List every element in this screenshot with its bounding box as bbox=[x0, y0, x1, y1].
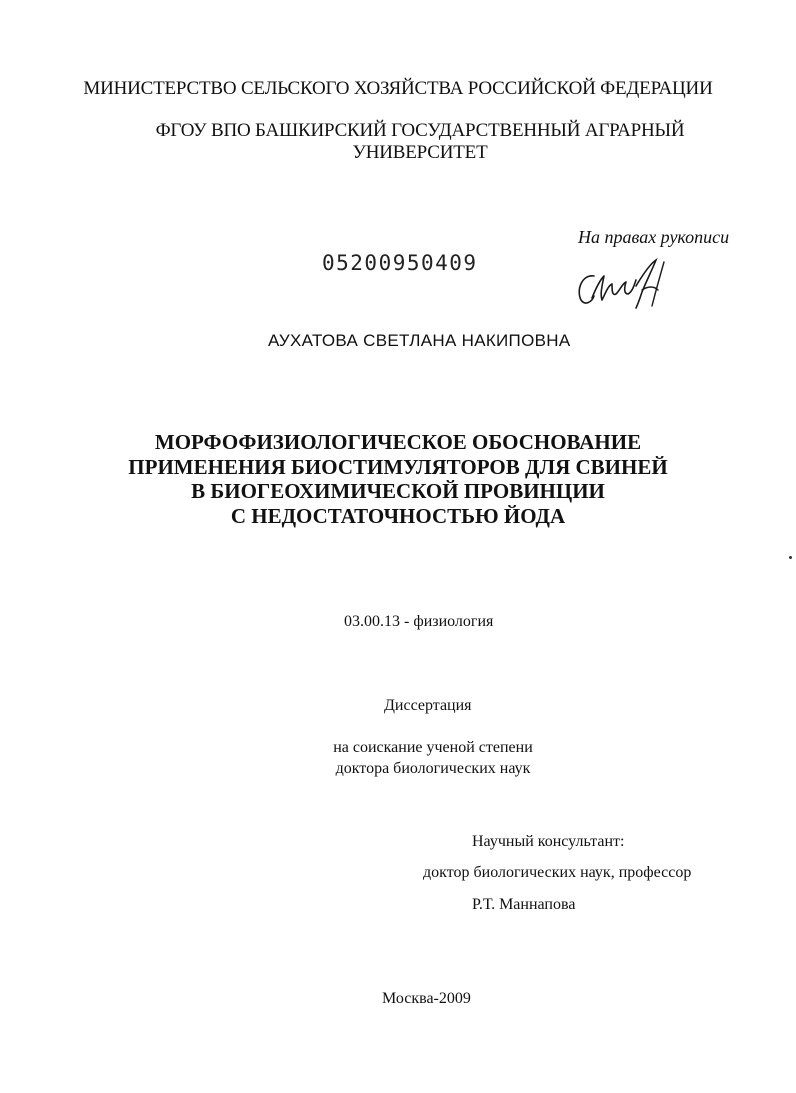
degree-line: доктора биологических наук bbox=[335, 760, 531, 777]
title-line: В БИОГЕОХИМИЧЕСКОЙ ПРОВИНЦИИ bbox=[191, 479, 605, 503]
university-name-line-2: УНИВЕРСИТЕТ bbox=[352, 142, 488, 163]
consultant-title: доктор биологических наук, профессор bbox=[423, 864, 692, 881]
title-line: ПРИМЕНЕНИЯ БИОСТИМУЛЯТОРОВ ДЛЯ СВИНЕЙ bbox=[128, 454, 668, 479]
author-name: АУХАТОВА СВЕТЛАНА НАКИПОВНА bbox=[268, 331, 571, 350]
city-and-year: Москва-2009 bbox=[382, 990, 471, 1007]
consultant-name: Р.Т. Маннапова bbox=[472, 896, 576, 913]
degree-line: на соискание ученой степени bbox=[333, 739, 533, 756]
library-serial-number: 05200950409 bbox=[322, 251, 478, 275]
title-line: С НЕДОСТАТОЧНОСТЬЮ ЙОДА bbox=[230, 503, 566, 528]
document-type: Диссертация bbox=[384, 697, 472, 714]
manuscript-rights-note: На правах рукописи bbox=[578, 227, 730, 247]
consultant-label: Научный консультант: bbox=[472, 833, 625, 850]
specialty-code: 03.00.13 - физиология bbox=[344, 613, 494, 630]
scan-speck bbox=[789, 556, 792, 559]
title-line: МОРФОФИЗИОЛОГИЧЕСКОЕ ОБОСНОВАНИЕ bbox=[154, 430, 642, 454]
university-name-line-1: ФГОУ ВПО БАШКИРСКИЙ ГОСУДАРСТВЕННЫЙ АГРАРНЫЙ bbox=[155, 120, 685, 141]
handwritten-signature bbox=[572, 256, 672, 312]
dissertation-title bbox=[0, 430, 796, 528]
degree-statement bbox=[0, 737, 796, 779]
ministry-header: МИНИСТЕРСТВО СЕЛЬСКОГО ХОЗЯЙСТВА РОССИЙСКОЙ ФЕДЕРАЦИИ bbox=[83, 78, 713, 99]
